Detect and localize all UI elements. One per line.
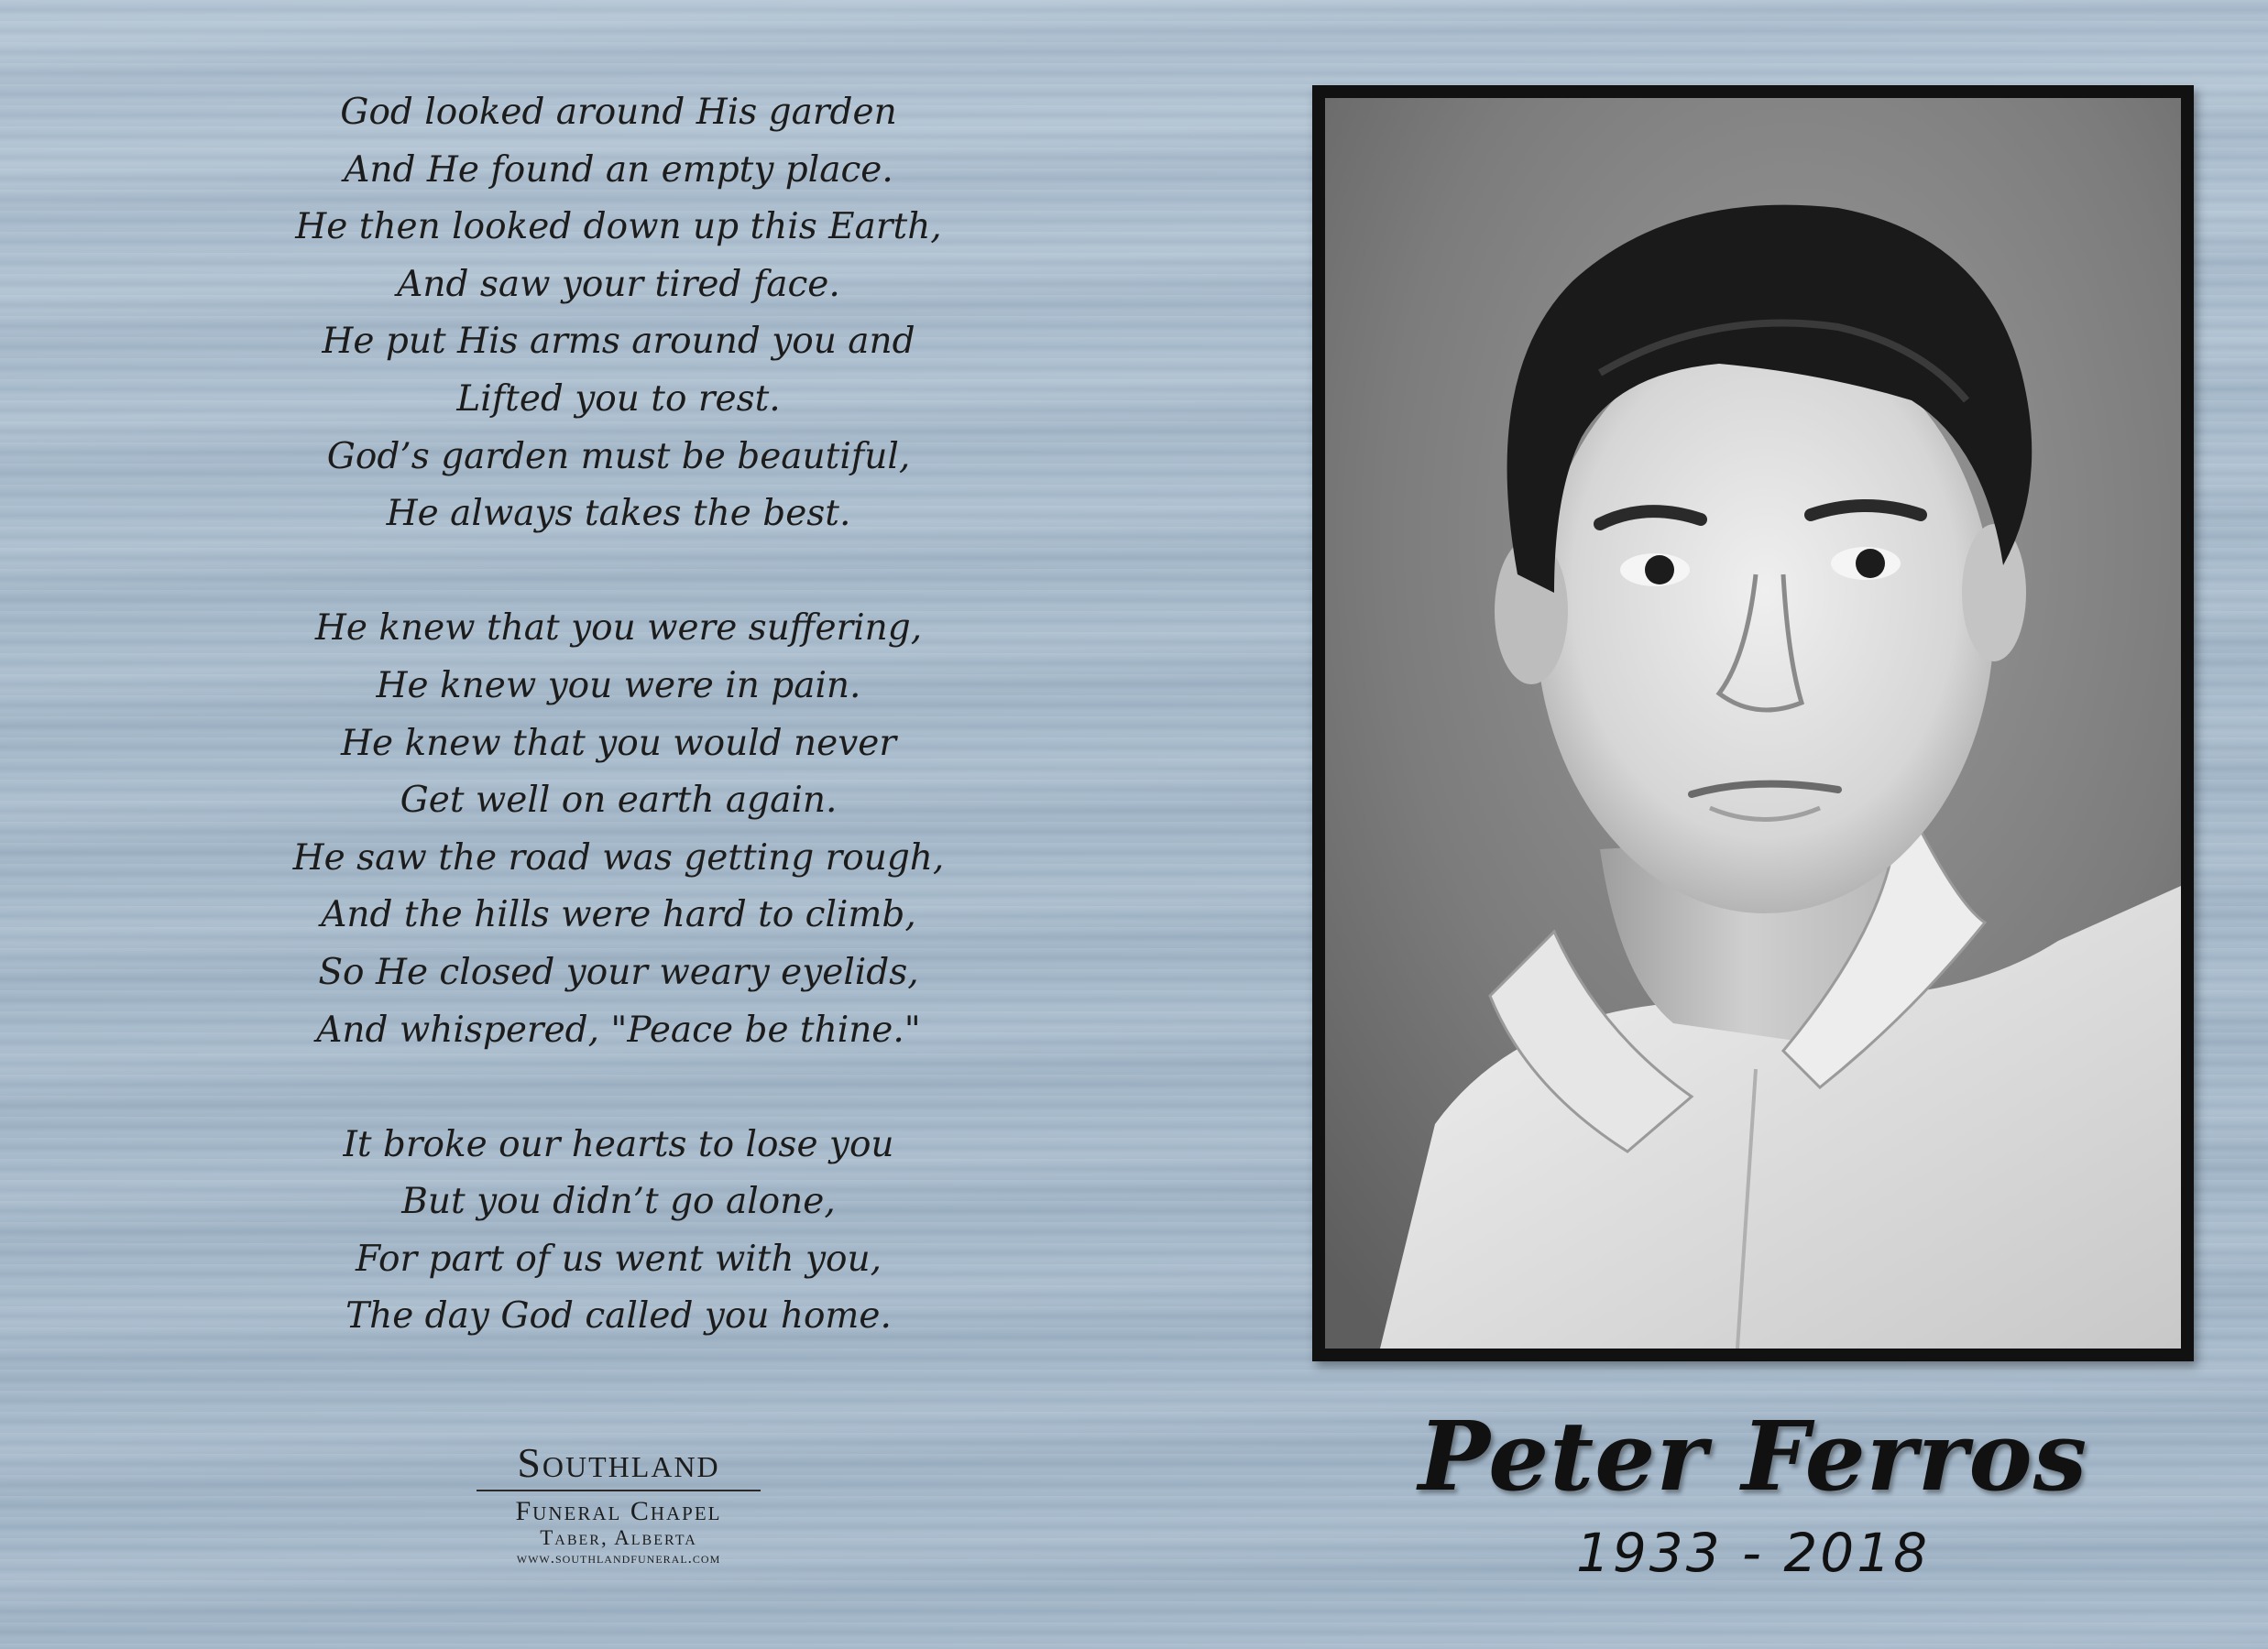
poem-stanza-1 bbox=[238, 84, 999, 543]
poem-line: God’s garden must be beautiful, bbox=[326, 435, 911, 477]
life-dates: 1933 - 2018 bbox=[1575, 1522, 1930, 1584]
poem-line: God looked around His garden bbox=[340, 92, 897, 133]
poem-line: And He found an empty place. bbox=[344, 148, 893, 191]
poem-line: He then looked down up this Earth, bbox=[295, 206, 942, 248]
poem-line: For part of us went with you, bbox=[356, 1238, 882, 1280]
poem-stanza-3 bbox=[238, 1117, 999, 1346]
poem-stanza-2 bbox=[238, 600, 999, 1059]
poem-line: He knew that you would never bbox=[340, 722, 896, 764]
portrait-image bbox=[1325, 98, 2181, 1349]
poem-line: He knew that you were suffering, bbox=[314, 607, 923, 650]
deceased-name: Peter Ferros bbox=[1418, 1400, 2088, 1512]
portrait-frame bbox=[1312, 85, 2194, 1361]
poem-line: And the hills were hard to climb, bbox=[321, 894, 916, 936]
poem-line: He saw the road was getting rough, bbox=[292, 836, 945, 879]
chapel-logo bbox=[458, 1440, 779, 1567]
poem-line: He knew you were in pain. bbox=[376, 664, 861, 706]
memorial-poem bbox=[238, 84, 999, 1346]
poem-line: The day God called you home. bbox=[345, 1295, 892, 1338]
poem-line: But you didn’t go alone, bbox=[401, 1181, 836, 1223]
poem-line: So He closed your weary eyelids, bbox=[318, 951, 919, 993]
chapel-location: Taber, Alberta bbox=[540, 1526, 697, 1549]
poem-line: He put His arms around you and bbox=[322, 321, 915, 363]
poem-line: It broke our hearts to lose you bbox=[343, 1123, 894, 1165]
chapel-name: Southland bbox=[517, 1439, 720, 1486]
chapel-divider bbox=[477, 1490, 761, 1491]
poem-line: Get well on earth again. bbox=[400, 780, 838, 822]
poem-line: He always takes the best. bbox=[386, 493, 851, 535]
poem-line: Lifted you to rest. bbox=[456, 377, 781, 420]
portrait-photo bbox=[1325, 98, 2181, 1349]
poem-line: And whispered, "Peace be thine." bbox=[316, 1009, 921, 1051]
chapel-website: www.southlandfuneral.com bbox=[516, 1549, 721, 1567]
chapel-subtitle: Funeral Chapel bbox=[515, 1496, 722, 1526]
poem-line: And saw your tired face. bbox=[397, 263, 840, 305]
